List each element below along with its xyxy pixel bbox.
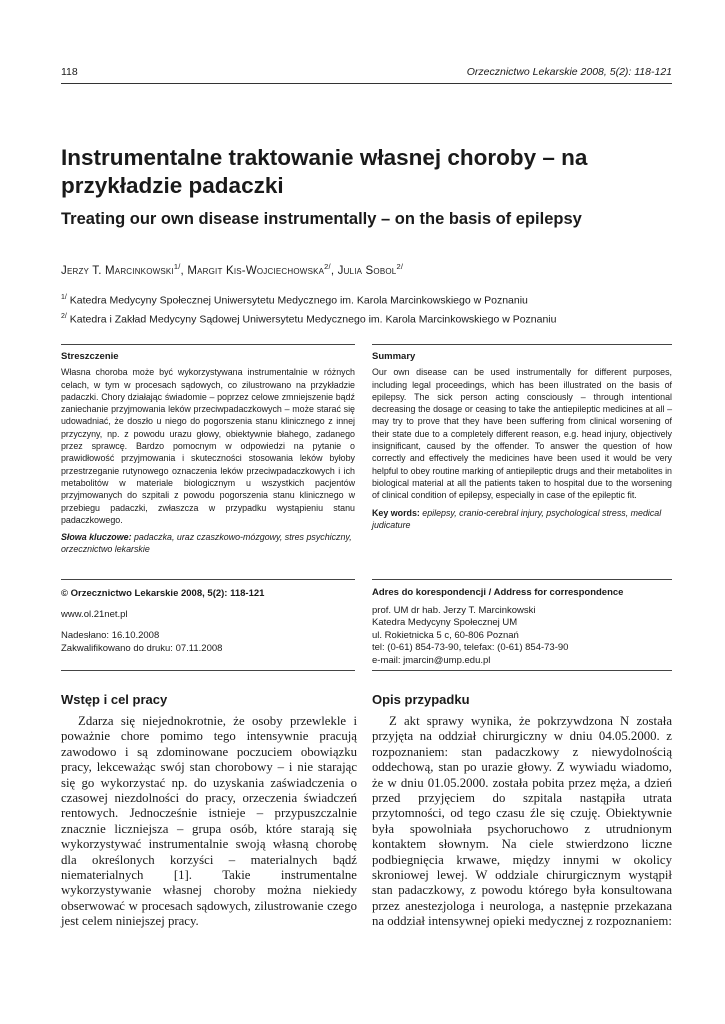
meta-left-top-rule [61, 579, 355, 580]
affiliation-item [61, 290, 672, 309]
abstract-english-text: Our own disease can be used instrumentally for different purposes, including legal proceedings, which has been illustrated on the basis of epilepsy. The sick person acting consciously – through intentional decreasing the dosage or ceasing to take the antiepileptic medicines at all – may try to prove that they have been suffering from clinical worsening of their state due to a completely different reason, e.g. head injury, objectively insignificant, caused by the offender. To answer the question of how correctly and effectively the medicines have been used it would be very helpful to obey routine marking of antiepileptic drugs and their metabolites in biological material at all the patients taken to hospital due to the worsening of clinical condition of epilepsy, especially in case of the epileptic fit. [372, 367, 672, 501]
intro-paragraph: Zdarza się niejednokrotnie, że osoby przewlekle i poważnie chore pomimo tego intensywnie pracują zawodowo i są zdominowane poczuciem obowiązku pracy, lekceważąc swój stan chorobowy – i nie starając się go wykorzystać np. do uzyskania zaświadczenia o czasowej niezdolności do pracy, orzeczenia świadczeń rentowych. Jednocześnie istnieje – przypuszczalnie znacznie liczniejsza – grupa osób, które starają się wykorzystywać instrumentalnie swoją własną chorobę dla określonych korzyści – materialnych bądź niematerialnych [1]. Takie instrumentalne wykorzystywanie własnej choroby można niekiedy obserwować w procesach sądowych, zilustrowanie czego jest celem niniejszej pracy. [61, 714, 357, 929]
meta-right-bottom-rule [372, 670, 672, 671]
author-list [61, 262, 672, 277]
correspondence-line: tel: (0-61) 854-73-90, telefax: (0-61) 854-73-90 [372, 642, 569, 653]
journal-url[interactable]: www.ol.21net.pl [61, 609, 128, 620]
keywords-label: Key words: [372, 507, 420, 518]
publication-info [61, 587, 355, 655]
keywords-text: padaczka, uraz czaszkowo-mózgowy, stres psychiczny, orzecznictwo lekarskie [61, 532, 352, 555]
correspondence-line: prof. UM dr hab. Jerzy T. Marcinkowski [372, 604, 536, 616]
abstract-polish-text: Własna choroba może być wykorzystywana instrumentalnie w różnych celach, w tym w procesach sądowych, co zilustrowano na przykładzie padaczki. Chory działając świadomie – poprzez celowe zmniejszenie bądź zaniechanie przyjmowania leków przeciwpadaczkowych – może starać się udowadniać, że doszło u niego do pogorszenia stanu klinicznego z innej przyczyny, np. z powodu urazu głowy, obiektywnie błahego, zadanego przez sprawcę. Bardzo pomocnym w odpowiedzi na pytanie o prawidłowość przyjmowania i skuteczności stosowania leków byłoby przestrzeganie rutynowego oznaczenia leków przeciwpadaczkowych i ich metabolitów w materiale biologicznym u wszystkich pacjentów przyjmowanych do szpitali z powodu pogorszenia stanu klinicznego w przebiegu padaczki, zwłaszcza w przypadku wystąpieniu stanu padaczkowego. [61, 367, 355, 525]
article-title-english: Treating our own disease instrumentally – on the basis of epilepsy [61, 210, 582, 228]
abstract-pl-top-rule [61, 344, 355, 345]
affiliation-mark: 1/ [61, 294, 67, 301]
section-heading-intro: Wstęp i cel pracy [61, 692, 168, 707]
correspondence-heading: Adres do korespondencji / Address for correspondence [372, 587, 624, 598]
correspondence-email[interactable]: e-mail: jmarcin@ump.edu.pl [372, 654, 491, 666]
author-separator: , [330, 264, 338, 277]
abstract-en-top-rule [372, 344, 672, 345]
keywords-polish [61, 531, 355, 556]
case-paragraph: Z akt sprawy wynika, że pokrzywdzona N została przyjęta na oddział chirurgiczny w dniu 04.05.2000. z rozpoznaniem: stan padaczkowy z niewydolnością oddechową, stan po urazie głowy. Z wywiadu wiadomo, że w dniu 01.05.2000. została pobita przez męża, a dzień przed przyjęciem do szpitala nastąpiła utrata przytomności, od tego czasu źle się czuję. Obiektywnie była spowolniała psychoruchowo z utrudnionym kontaktem słownym. Na ciele stwierdzono liczne podbiegnięcia krwawe, między innymi w okolicy skroniowej lewej. W oddziale chirurgicznym wystąpił stan padaczkowy, z powodu którego była konsultowana przez anestezjologa i neurologa, a następnie przekazana na oddział intensywnej opieki medycznej z rozpoznaniem: [372, 714, 672, 929]
correspondence-line: ul. Rokietnicka 5 c, 60-806 Poznań [372, 629, 519, 641]
intro-body [61, 714, 357, 930]
journal-reference: Orzecznictwo Lekarskie 2008, 5(2): 118-121 [466, 66, 672, 78]
header-rule [61, 83, 672, 84]
abstract-polish-heading: Streszczenie [61, 351, 119, 362]
affiliation-list [61, 290, 672, 327]
meta-right-top-rule [372, 579, 672, 580]
case-body [372, 714, 672, 930]
keywords-label: Słowa kluczowe: [61, 532, 132, 543]
keywords-text: epilepsy, cranio-cerebral injury, psychological stress, medical judicature [372, 507, 662, 530]
abstract-english [372, 351, 672, 531]
author-name: Margit Kis-Wojciechowska [187, 264, 325, 277]
author-affiliation-mark: 2/ [396, 262, 404, 271]
author-affiliation-mark: 2/ [324, 262, 331, 271]
affiliation-item [61, 309, 672, 328]
author-name: Jerzy T. Marcinkowski [61, 264, 174, 277]
date-sent: Nadesłano: 16.10.2008 [61, 630, 160, 641]
citation: © Orzecznictwo Lekarskie 2008, 5(2): 118-121 [61, 588, 265, 599]
running-header [61, 66, 672, 82]
abstract-polish [61, 351, 355, 556]
section-heading-case: Opis przypadku [372, 692, 470, 707]
author-name: Julia Sobol [337, 264, 397, 277]
affiliation-text: Katedra Medycyny Społecznej Uniwersytetu Medycznego im. Karola Marcinkowskiego w Poznaniu [66, 294, 528, 307]
author-separator: , [180, 264, 188, 277]
keywords-english [372, 507, 672, 532]
affiliation-text: Katedra i Zakład Medycyny Sądowej Uniwersytetu Medycznego im. Karola Marcinkowskiego w Poznaniu [66, 313, 557, 325]
date-accepted: Zakwalifikowano do druku: 07.11.2008 [61, 643, 223, 654]
affiliation-mark: 2/ [61, 312, 67, 320]
article-title-polish: Instrumentalne traktowanie własnej choroby – na przykładzie padaczki [61, 145, 588, 198]
meta-left-bottom-rule [61, 670, 355, 671]
correspondence-box [372, 587, 672, 667]
author-affiliation-mark: 1/ [173, 262, 181, 271]
page-number: 118 [61, 66, 78, 78]
abstract-english-heading: Summary [372, 351, 416, 362]
correspondence-line: Katedra Medycyny Społecznej UM [372, 617, 518, 628]
